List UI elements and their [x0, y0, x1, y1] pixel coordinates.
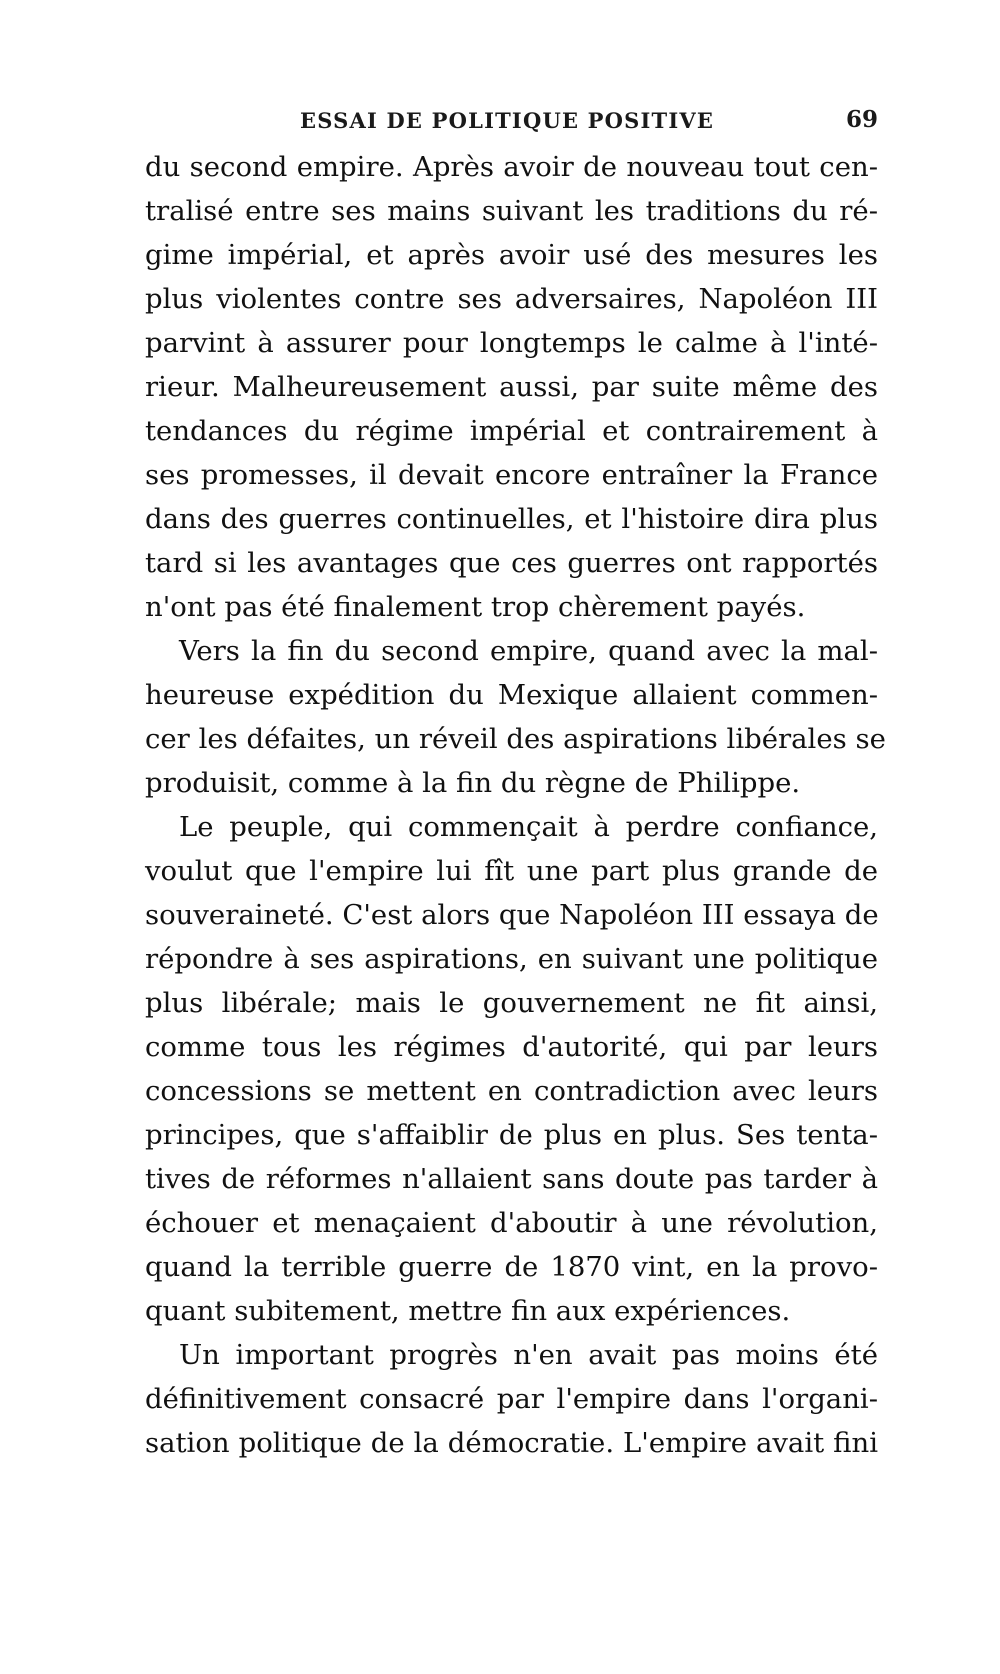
text-line: n'ont pas été finalement trop chèrement payés.	[145, 591, 806, 623]
text-line: sation politique de la démocratie. L'empire avait fini	[145, 1427, 878, 1459]
text-line: principes, que s'affaiblir de plus en plus. Ses tenta-	[145, 1119, 878, 1151]
text-line: rieur. Malheureusement aussi, par suite même des	[145, 371, 878, 403]
paragraph	[145, 1333, 878, 1465]
text-line: du second empire. Après avoir de nouveau tout cen-	[145, 151, 878, 183]
text-line: tralisé entre ses mains suivant les traditions du ré-	[145, 195, 878, 227]
text-line: Le peuple, qui commençait à perdre confiance,	[179, 811, 878, 843]
text-line: dans des guerres continuelles, et l'histoire dira plus	[145, 503, 878, 535]
paragraph	[145, 805, 878, 1333]
text-line: parvint à assurer pour longtemps le calme à l'inté-	[145, 327, 878, 359]
text-line: Un important progrès n'en avait pas moins été	[179, 1339, 878, 1371]
paragraph	[145, 629, 886, 805]
text-line: quand la terrible guerre de 1870 vint, en la provo-	[145, 1251, 878, 1283]
text-line: souveraineté. C'est alors que Napoléon III essaya de	[145, 899, 879, 931]
text-line: tives de réformes n'allaient sans doute pas tarder à	[145, 1163, 878, 1195]
text-line: quant subitement, mettre fin aux expériences.	[145, 1295, 791, 1327]
page-header	[300, 108, 878, 138]
text-line: plus violentes contre ses adversaires, Napoléon III	[145, 283, 878, 315]
text-line: heureuse expédition du Mexique allaient commen-	[145, 679, 878, 711]
text-line: voulut que l'empire lui fît une part plus grande de	[145, 855, 878, 887]
text-line: produisit, comme à la fin du règne de Philippe.	[145, 767, 801, 799]
text-line: concessions se mettent en contradiction avec leurs	[145, 1075, 878, 1107]
running-title: ESSAI DE POLITIQUE POSITIVE	[300, 108, 715, 133]
text-line: Vers la fin du second empire, quand avec la mal-	[179, 635, 878, 667]
text-line: tard si les avantages que ces guerres ont rapportés	[145, 547, 878, 579]
text-line: définitivement consacré par l'empire dans l'organi-	[145, 1383, 878, 1415]
body-text	[145, 145, 886, 1465]
text-line: ses promesses, il devait encore entraîner la France	[145, 459, 878, 491]
text-line: échouer et menaçaient d'aboutir à une révolution,	[145, 1207, 878, 1239]
page-number: 69	[845, 106, 878, 133]
text-line: gime impérial, et après avoir usé des mesures les	[145, 239, 878, 271]
text-line: cer les défaites, un réveil des aspirations libérales se	[145, 723, 886, 755]
text-line: tendances du régime impérial et contrairement à	[145, 415, 878, 447]
paragraph	[145, 145, 878, 629]
text-line: plus libérale; mais le gouvernement ne fit ainsi,	[145, 987, 878, 1019]
text-line: comme tous les régimes d'autorité, qui par leurs	[145, 1031, 878, 1063]
text-line: répondre à ses aspirations, en suivant une politique	[145, 943, 878, 975]
